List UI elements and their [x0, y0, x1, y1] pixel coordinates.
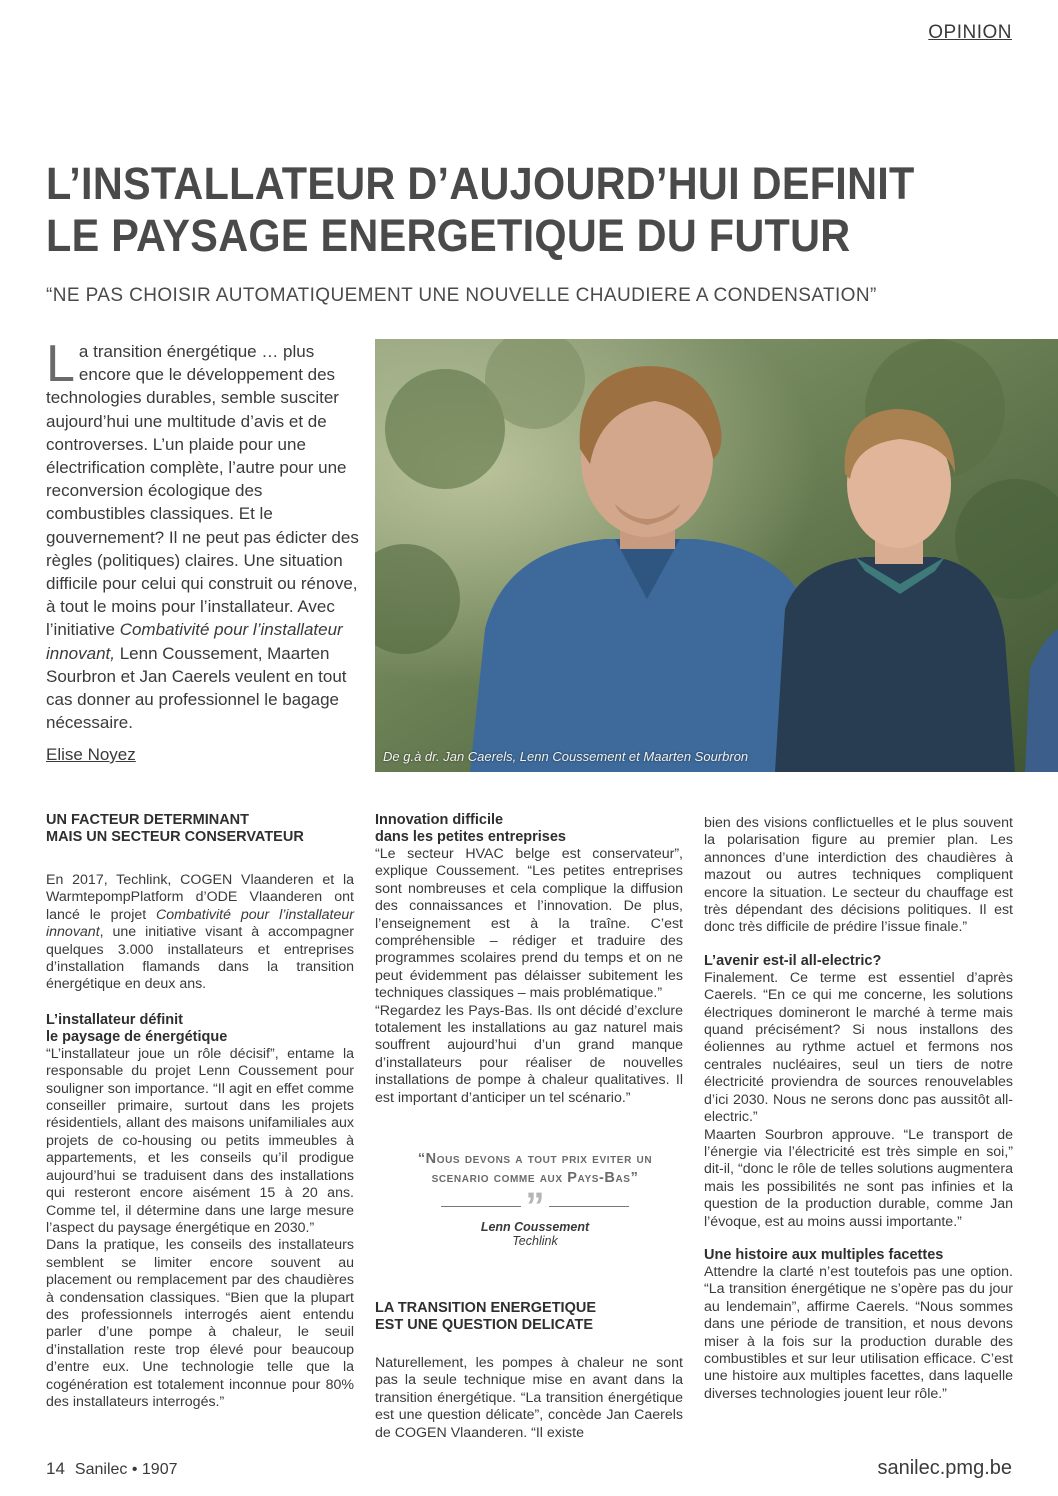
- heading-line-1: Innovation difficile: [375, 812, 504, 828]
- heading-line-1: L’installateur définit: [46, 1011, 183, 1028]
- article-column-2: [375, 812, 683, 1107]
- intro-text-before: a transition énergétique … plus encore que le développement des technologies durables, semble susciter aujourd’hui une multitude d’avis et de controverses. L’un plaide pour une électrification complète, l’autre pour une reconversion écologique des combustibles classiques. Et le gouvernement? Il ne peut pas édicter des règles (politiques) claires. Une situation difficile pour celui qui construit ou rénove, à tout le moins pour l’installateur. Avec l’initiative: [46, 342, 359, 640]
- divider-line: [441, 1206, 521, 1207]
- quote-mark-icon: ”: [525, 1186, 545, 1228]
- paragraph: Finalement. Ce terme est essentiel d’après Caerels. “En ce qui me concerne, les solutions électriques domineront le marché à terme mais quand précisément? Si nous installons des éoliennes au rythme actuel et fermons nos centrales nucléaires, seul un tiers de notre électricité proviendra de sources renouvelables d’ici 2030. Nous ne serons donc pas aussitôt all-electric.”: [704, 969, 1013, 1126]
- article-column-2-lower: [375, 1300, 683, 1442]
- subsection-heading: [46, 1012, 354, 1046]
- paragraph-text: , une initiative visant à accompagner quelques 3.000 installateurs et entreprises d’installation flamands dans la transition énergétique en deux ans.: [46, 924, 354, 993]
- section-heading: [375, 1300, 683, 1334]
- section-heading: [46, 812, 354, 846]
- pull-quote: [375, 1150, 695, 1248]
- paragraph: Attendre la clarté n’est toutefois pas une option. “La transition énergétique ne s’opère pas du jour au lendemain”, affirme Caerels. “Nous sommes dans une période de transition, et nous devons miser à la fois sur la production durable des combustibles et sur leur utilisation efficace. C’est une histoire aux multiples facettes, dans laquelle diverses technologies jouent leur rôle.”: [704, 1263, 1013, 1402]
- subsection-heading: L’avenir est-il all-electric?: [704, 952, 882, 969]
- heading-line-1: LA TRANSITION ENERGETIQUE: [375, 1300, 596, 1316]
- paragraph: Maarten Sourbron approuve. “Le transport de l’énergie via l’électricité est très simple en soi,” dit-il, “donc le rôle de telles solutions augmentera mais les possibilités ne sont pas infinies et la question de la production durable, comme Jan l’évoque, est au moins aussi importante.”: [704, 1126, 1013, 1230]
- article-subtitle: “NE PAS CHOISIR AUTOMATIQUEMENT UNE NOUVELLE CHAUDIERE A CONDENSATION”: [46, 285, 877, 306]
- magazine-issue: Sanilec • 1907: [74, 1461, 178, 1478]
- paragraph: “Regardez les Pays-Bas. Ils ont décidé d’exclure totalement les installations au gaz naturel mais souffrent aujourd’hui d’un grand manque d’installateurs pour réaliser de nouvelles installations de pompe à chaleur qualitatives. Il est important d’anticiper un tel scénario.”: [375, 1002, 683, 1106]
- paragraph: Dans la pratique, les conseils des installateurs semblent se limiter encore souvent au placement ou remplacement par des chaudières à condensation classiques. “Bien que la plupart des professionnels interrogés aient entendu parler d’une pompe à chaleur, le seuil d’installation reste trop élevé pour beaucoup d’entre eux. Une technologie telle que la cogénération est totalement inconnue pour 80% des installateurs interrogés.”: [46, 1237, 354, 1410]
- paragraph-text: En 2017, Techlink, COGEN Vlaanderen et la WarmtepompPlatform d’ODE Vlaanderen ont lancé le projet: [46, 872, 354, 923]
- photo-caption: De g.à dr. Jan Caerels, Lenn Coussement et Maarten Sourbron: [383, 749, 749, 764]
- photo-illustration: [375, 339, 1058, 772]
- page-number: 14: [46, 1459, 65, 1478]
- paragraph: bien des visions conflictuelles et le plus souvent la polarisation figure au premier plan. Les annonces d’une interdiction des chaudières à mazout ou autres techniques compliquent encore la situation. Le secteur du chauffage est très dépendant des décisions politiques. Il est donc très difficile de prédire l’issue finale.”: [704, 815, 1013, 936]
- intro-paragraph: [46, 335, 362, 734]
- article-column-1: [46, 812, 354, 1411]
- subsection-heading: Une histoire aux multiples facettes: [704, 1246, 944, 1263]
- drop-cap: L: [46, 335, 75, 393]
- title-line-1: L’INSTALLATEUR D’AUJOURD’HUI DEFINIT: [46, 158, 915, 209]
- subsection-heading: [375, 812, 683, 846]
- heading-line-2: EST UNE QUESTION DELICATE: [375, 1317, 594, 1333]
- article-photo: [375, 339, 1058, 772]
- paragraph: “Le secteur HVAC belge est conservateur”, explique Coussement. “Les petites entreprises sont nombreuses et cela complique la diffusion des connaissances et l’innovation. De plus, l’enseignement est à la traîne. C’est compréhensible – rédiger et traduire des programmes scolaires prend du temps et on ne peut évidemment pas délaisser subitement les techniques classiques – mais problématique.”: [375, 846, 683, 1002]
- quote-line-2: scenario comme aux Pays-Bas”: [431, 1170, 639, 1186]
- title-line-2: LE PAYSAGE ENERGETIQUE DU FUTUR: [46, 210, 851, 261]
- section-tag: OPINION: [928, 22, 1012, 43]
- divider-line: [549, 1206, 629, 1207]
- intro-initiative-name: Combativité pour l’installateur innovant,: [46, 620, 343, 663]
- quote-organization: Techlink: [512, 1234, 558, 1248]
- paragraph: Naturellement, les pompes à chaleur ne sont pas la seule technique mise en avant dans la transition énergétique. “La transition énergétique est une question délicate”, concède Jan Caerels de COGEN Vlaanderen. “Il existe: [375, 1355, 683, 1441]
- website-link[interactable]: sanilec.pmg.be: [877, 1457, 1012, 1479]
- article-column-3: [704, 815, 1013, 1403]
- quote-author: Lenn Coussement: [480, 1220, 590, 1234]
- project-name: Combativité pour l’installateur innovant: [46, 906, 354, 941]
- heading-line-2: MAIS UN SECTEUR CONSERVATEUR: [46, 829, 304, 845]
- heading-line-2: le paysage de énergétique: [46, 1028, 228, 1045]
- paragraph: [46, 872, 354, 994]
- quote-line-1: “Nous devons a tout prix eviter un: [417, 1151, 653, 1167]
- heading-line-1: UN FACTEUR DETERMINANT: [46, 812, 249, 828]
- paragraph: “L’installateur joue un rôle décisif”, entame la responsable du projet Lenn Coussement pour souligner son importance. “Il agit en effet comme conseiller primaire, surtout dans les projets résidentiels, allant des maisons unifamiliales aux projets de co-housing ou petits immeubles à appartements, et les conseils qu’il prodigue aujourd’hui se traduisent dans des installations qui resteront encore aisément 15 à 20 ans. Comme tel, il détermine dans une large mesure l’aspect du paysage énergétique en 2030.”: [46, 1045, 354, 1236]
- intro-text-after: Lenn Coussement, Maarten Sourbron et Jan Caerels veulent en tout cas donner au professionnel le bagage nécessaire.: [46, 643, 347, 733]
- heading-line-2: dans les petites entreprises: [375, 829, 566, 845]
- author-byline: Elise Noyez: [46, 745, 136, 764]
- footer-left: [46, 1459, 177, 1479]
- pull-quote-text: [375, 1150, 695, 1188]
- article-title: [46, 158, 948, 262]
